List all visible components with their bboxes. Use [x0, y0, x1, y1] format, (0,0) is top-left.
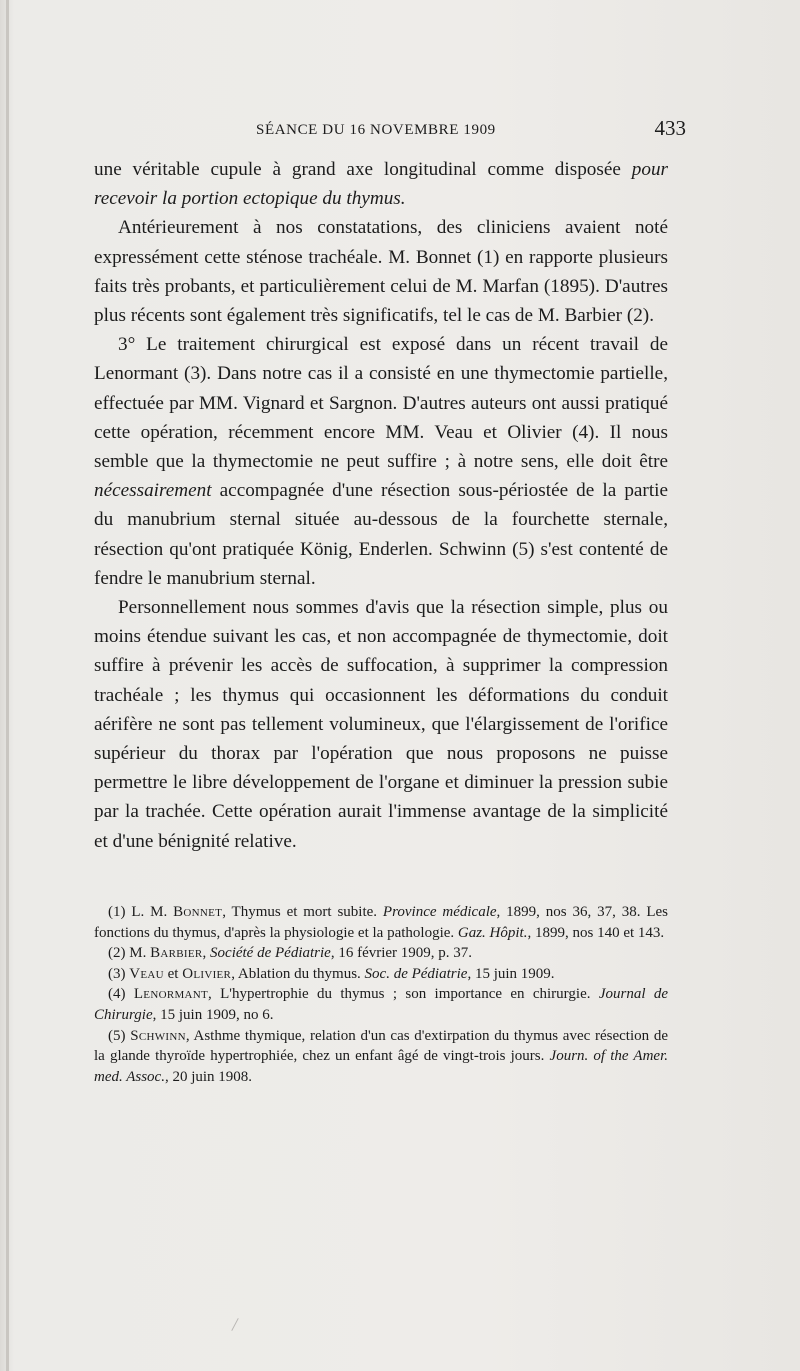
footnote-1: (1) L. M. Bonnet, Thymus et mort subite. Province médicale, 1899, nos 36, 37, 38. Les fonctions du thymus, d'après la physiologie et la pathologie. Gaz. Hôpit., 1899, nos 140 et 143.: [94, 904, 668, 941]
footnotes: [94, 902, 668, 1087]
paragraph-4: Personnellement nous sommes d'avis que la résection simple, plus ou moins étendue suivant les cas, et non accompagnée de thymectomie, doit suffire à prévenir les accès de suffocation, à supprimer la compression trachéale ; les thymus qui occasionnent les déformations du conduit aérifère ne sont pas tellement volumineux, que l'élargissement de l'orifice supérieur du thorax par l'opération que nous proposons ne puisse permettre le libre développement de l'organe et diminuer la pression subie par la trachée. Cette opération aurait l'immense avantage de la simplicité et d'une bénignité relative.: [94, 597, 668, 852]
pencil-mark: [231, 1318, 238, 1331]
paragraph-3: 3° Le traitement chirurgical est exposé dans un récent travail de Lenormant (3). Dans notre cas il a consisté en une thymectomie partielle, effectuée par MM. Vignard et Sargnon. D'autres auteurs ont aussi pratiqué cette opération, récemment encore MM. Veau et Olivier (4). Il nous semble que la thymectomie ne peut suffire ; à notre sens, elle doit être nécessairement accompagnée d'une résection sous-périostée de la partie du manubrium sternal située au-dessous de la fourchette sternale, résection qu'ont pratiquée König, Enderlen. Schwinn (5) s'est contenté de fendre le manubrium sternal.: [94, 334, 668, 589]
body-text: [94, 155, 668, 856]
footnote-2: (2) M. Barbier, Société de Pédiatrie, 16 février 1909, p. 37.: [108, 945, 473, 962]
paragraph-2: Antérieurement à nos constatations, des cliniciens avaient noté expressément cette sténose trachéale. M. Bonnet (1) en rapporte plusieurs faits très probants, et particulièrement celui de M. Marfan (1895). D'autres plus récents sont également très significatifs, tel le cas de M. Barbier (2).: [94, 217, 668, 327]
footnote-4: (4) Lenormant, L'hypertrophie du thymus ; son importance en chirurgie. Journal de Chirurgie, 15 juin 1909, no 6.: [94, 986, 668, 1023]
page-header: [94, 116, 694, 146]
running-title: SÉANCE DU 16 NOVEMBRE 1909: [256, 122, 496, 138]
page-spine-shadow: [6, 0, 9, 1371]
paragraph-1: une véritable cupule à grand axe longitudinal comme disposée pour recevoir la portion ectopique du thymus.: [94, 159, 668, 210]
footnote-5: (5) Schwinn, Asthme thymique, relation d'un cas d'extirpation du thymus avec résection de la glande thyroïde hypertrophiée, chez un enfant âgé de vingt-trois jours. Journ. of the Amer. med. Assoc., 20 juin 1908.: [94, 1027, 668, 1085]
page-number: 433: [654, 116, 686, 140]
footnote-3: (3) Veau et Olivier, Ablation du thymus. Soc. de Pédiatrie, 15 juin 1909.: [108, 965, 555, 982]
